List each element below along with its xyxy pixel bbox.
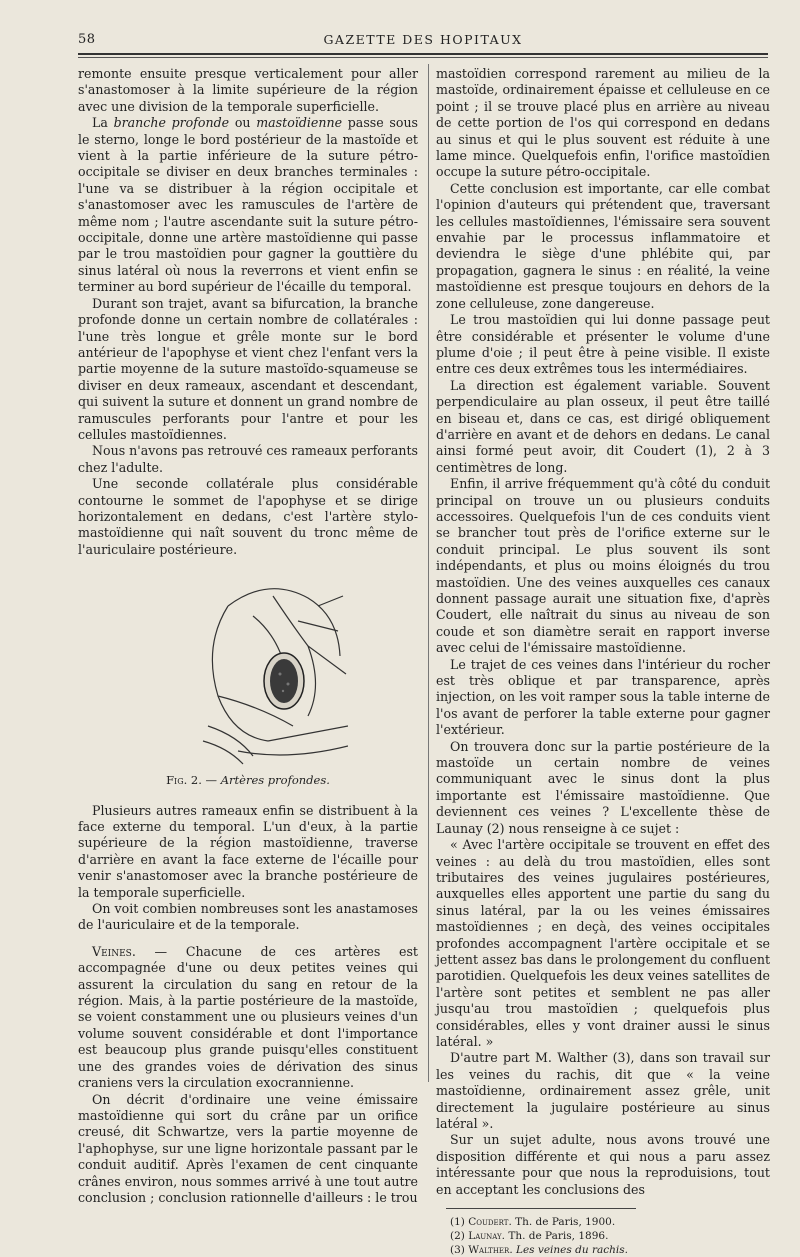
paragraph: Le trajet de ces veines dans l'intérieur du rocher est très oblique et par transparence, après injection, on les voit ramper sous la table interne de l'os avant de perforer la table externe pour gagner l'extérieur. [436,656,770,738]
footnote-number: (2) [450,1230,469,1243]
artery-drawing [198,576,348,766]
paragraph: La direction est également variable. Souvent perpendiculaire au plan osseux, il peut être taillé en biseau et, dans ce cas, est dirigé obliquement d'arrière en avant et de dehors en dedans. Le canal ainsi formé peut avoir, dit Coudert (1), 2 à 3 centimètres de long. [436,377,770,475]
paragraph: Durant son trajet, avant sa bifurcation, la branche profonde donne un certain nombre de collatérales : l'une très longue et grêle monte sur le bord antérieur de l'apophyse et vient chez l'enfant vers la partie moyenne de la suture mastoïdo-squameuse se diviser en deux rameaux, ascendant et descendant, qui suivent la suture et donnent un grand nombre de ramuscules perforants pour l'antre et pour les cellules mastoïdiennes. [78,295,418,442]
footnote-rule [446,1208,636,1209]
footnote-author: Walther [468,1244,510,1257]
paragraph: On décrit d'ordinaire une veine émissaire mastoïdienne qui sort du crâne par un orifice creusé, dit Schwartze, vers la partie moyenne de l'aphophyse, sur une ligne horizontale passant par le conduit auditif. Après l'examen de cent cinquante crânes environ, nous sommes arrivé à une tout autre conclusion ; conclusion rationnelle d'ailleurs : le trou [78,1091,418,1205]
column-divider [428,64,429,1082]
footnote [450,1215,770,1229]
text-run: La [92,115,114,131]
header-rule-thick [78,53,768,55]
paragraph: Plusieurs autres rameaux enfin se distribuent à la face externe du temporal. L'un d'eux, à la partie supérieure de la région mastoïdienne, traverse d'arrière en avant la face externe de l'écaille pour venir s'anastomoser avec la branche postérieure de la temporale superficielle. [78,802,418,900]
page-number: 58 [78,32,96,47]
page-header [78,32,768,52]
left-column [78,66,418,1206]
footnote-number: (1) [450,1216,469,1229]
paragraph: Cette conclusion est importante, car elle combat l'opinion d'auteurs qui prétendent que, traversant les cellules mastoïdiennes, l'émissaire sera souvent envahie par le processus inflammatoire et deviendra le siège d'une phlébite qui, par propagation, gagnera le sinus : en réalité, la veine mastoïdienne est presque toujours en dehors de la zone celluleuse, zone dangereuse. [436,180,770,311]
footnote [450,1243,770,1257]
italic-term: mastoïdienne [256,115,343,131]
footnote-author: Launay [468,1230,502,1243]
figure-illustration [78,576,418,768]
paragraph: On trouvera donc sur la partie postérieure de la mastoïde un certain nombre de veines communiquant avec le sinus dont la plus importante est l'émissaire mastoïdienne. Que deviennent ces veines ? L'excellente thèse de Launay (2) nous renseigne à ce sujet : [436,738,770,836]
text-run: ou [229,115,257,131]
footnote-text: . [509,1244,516,1257]
footnote [450,1229,770,1243]
footnote-text: . [624,1244,628,1257]
paragraph: remonte ensuite presque verticalement pour aller s'anastomoser à la limite supérieure de la région avec une division de la temporale superficielle. [78,66,418,114]
paragraph: On voit combien nombreuses sont les anastamoses de l'auriculaire et de la temporale. [78,901,418,933]
figure-label: Fig. 2. [166,773,202,788]
header-rule-thin [78,57,768,58]
paragraph [78,944,418,1092]
section-label: Veines. [92,943,136,959]
paragraph: Le trou mastoïdien qui lui donne passage peut être considérable et présenter le volume d'une plume d'oie ; il peut être à peine visible. Il existe entre ces deux extrêmes tous les intermédiaires. [436,312,770,377]
footnote-text: . Th. de Paris, 1900. [508,1216,616,1229]
italic-term: branche profonde [113,115,230,131]
quotation: « Avec l'artère occipitale se trouvent en effet des veines : au delà du trou mastoïdien, elles sont tributaires des veines jugulaires postérieures, auxquelles elles apportent une partie du sang du sinus latéral, par la ou les veines émissaires mastoïdiennes ; en deçà, des veines occipitales profondes accompagnent l'artère occipitale et se jettent assez bas dans le prolongement du confluent parotidien. Quelquefois les deux veines satellites de l'artère sont petites et semblent ne pas aller jusqu'au trou mastoïdien ; quelquefois plus considérables, elles y vont drainer aussi le sinus latéral. » [436,837,770,1049]
footnote-number: (3) [450,1244,469,1257]
journal-title: GAZETTE DES HOPITAUX [323,32,523,47]
paragraph: D'autre part M. Walther (3), dans son travail sur les veines du rachis, dit que « la veine mastoïdienne, ordinairement assez grêle, unit directement la jugulaire postérieure au sinus latéral ». [436,1050,770,1131]
text-run: — Chacune de ces artères est accompagnée d'une ou deux petites veines qui assurent la circulation du sang en retour de la région. Mais, à la partie postérieure de la mastoïde, se voient constamment une ou plusieurs veines d'un volume souvent considérable et dont l'importance est beaucoup plus grande puisqu'elles constituent une des grandes voies de dérivation des sinus craniens vers la circulation exocrannienne. [78,943,418,1091]
figure-caption-text: — Artères profondes. [201,773,330,788]
paragraph: Sur un sujet adulte, nous avons trouvé une disposition différente et qui nous a paru assez intéressante pour que nous la reproduisions, tout en acceptant les conclusions des [436,1132,770,1197]
right-column [436,66,770,1257]
paragraph: Enfin, il arrive fréquemment qu'à côté du conduit principal on trouve un ou plusieurs conduits accessoires. Quelquefois l'un de ces conduits vient se brancher tout près de l'orifice externe sur le conduit principal. Le plus souvent ils sont indépendants, et plus ou moins éloignés du trou mastoïdien. Une des veines auxquelles ces canaux donnent passage aurait une situation fixe, d'après Coudert, elle naîtrait du sinus au niveau de son coude et son diamètre serait en rapport inverse avec celui de l'émissaire mastoïdienne. [436,476,770,656]
paragraph: mastoïdien correspond rarement au milieu de la mastoïde, ordinairement épaisse et celluleuse en ce point ; il se trouve placé plus en arrière au niveau de cette portion de l'os qui correspond en dedans au sinus et qui le plus souvent est réduite à une lame mince. Quelquefois enfin, l'orifice mastoïdien occupe la suture pétro-occipitale. [436,66,770,180]
paragraph [78,115,418,295]
paragraph: Une seconde collatérale plus considérable contourne le sommet de l'apophyse et se dirige horizontalement en dedans, c'est l'artère stylo-mastoïdienne qui naît souvent du tronc même de l'auriculaire postérieure. [78,476,418,557]
figure-caption [78,772,418,788]
footnote-author: Coudert [468,1216,509,1229]
paragraph: Nous n'avons pas retrouvé ces rameaux perforants chez l'adulte. [78,443,418,475]
footnote-title: Les veines du rachis [516,1244,625,1257]
text-run: passe sous le sterno, longe le bord postérieur de la mastoïde et vient à la partie inférieure de la suture pétro-occipitale se diviser en deux branches terminales : l'une va se distribuer à la région occipitale et s'anastomoser avec les ramuscules de l'artère de même nom ; l'autre ascendante suit la suture pétro-occipitale, donne une artère mastoïdienne qui passe par le trou mastoïdien pour gagner la gouttière du sinus latéral où nous la reverrons et vient enfin se terminer au bord supérieur de l'écaille du temporal. [78,115,419,295]
footnote-text: . Th. de Paris, 1896. [501,1230,609,1243]
